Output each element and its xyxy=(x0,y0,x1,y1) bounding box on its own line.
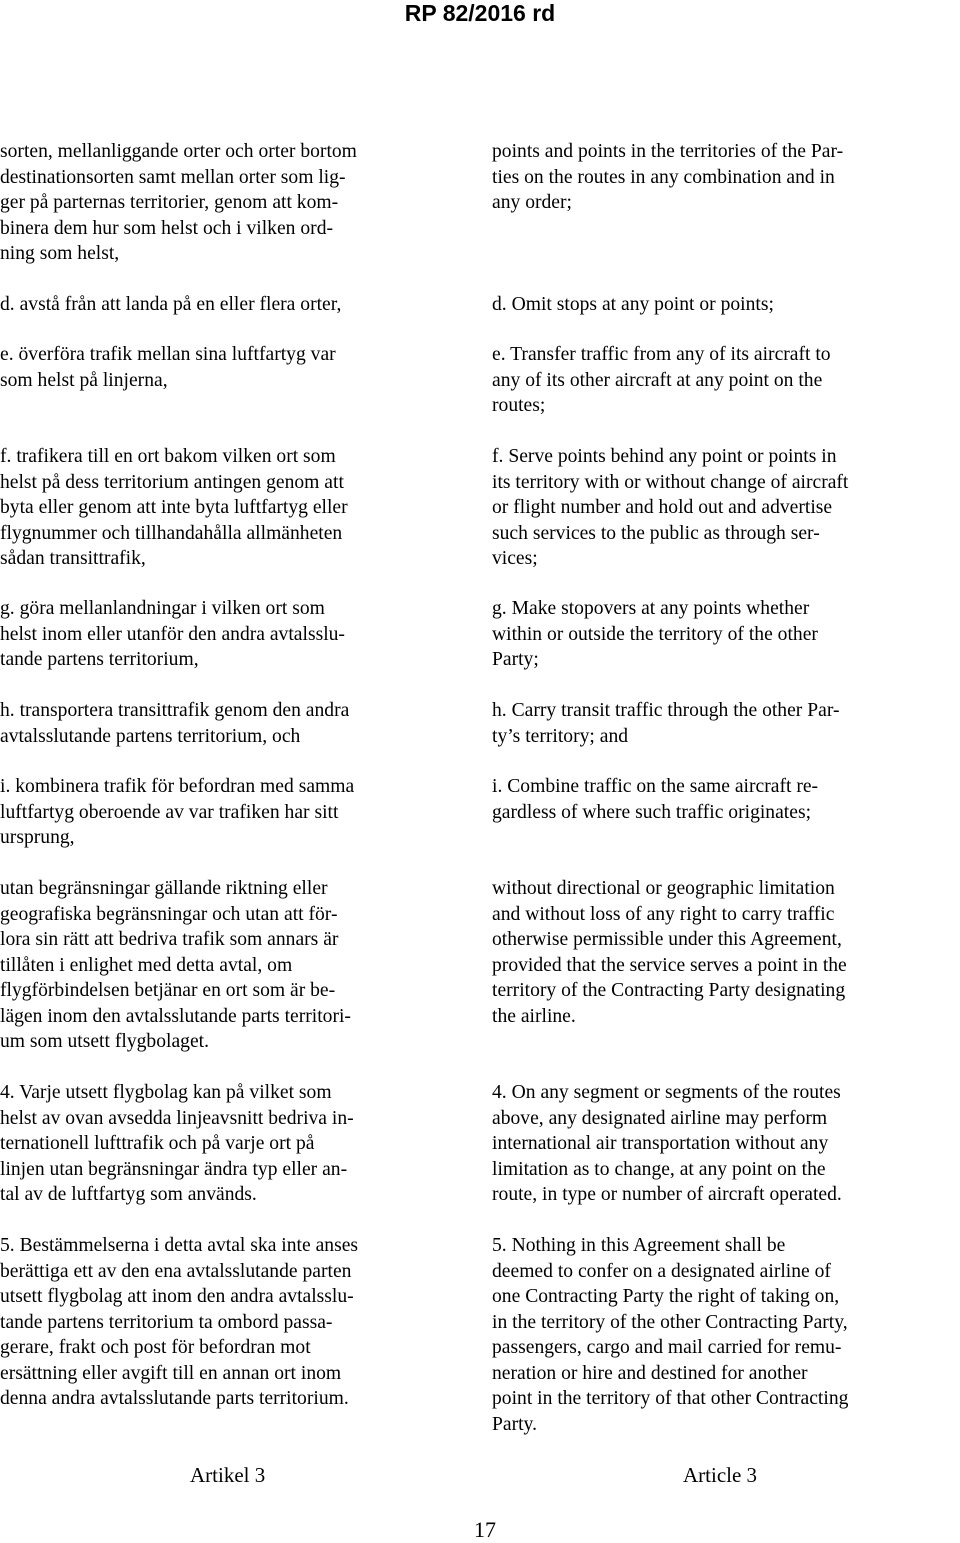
en-item-h: h. Carry transit traffic through the other Par- ty’s territory; and xyxy=(492,700,840,747)
sv-item-f: f. trafikera till en ort bakom vilken ort som helst på dess territorium antingen genom att byta eller genom att inte byta luftfartyg eller flygnummer och tillhandahålla allmänheten sådan transittrafik, xyxy=(0,446,348,569)
en-article-heading: Article 3 xyxy=(683,1463,758,1487)
en-paragraph-limitations: without directional or geographic limitation and without loss of any right to carry traffic otherwise permissible under this Agreement, provided that the service serves a point in the territory of the Contracting Party designating the airline. xyxy=(492,878,847,1027)
en-item-d: d. Omit stops at any point or points; xyxy=(492,294,774,315)
en-paragraph-continuation: points and points in the territories of the Par- ties on the routes in any combination and in any order; xyxy=(492,141,844,213)
sv-article-heading: Artikel 3 xyxy=(190,1463,266,1487)
sv-item-g: g. göra mellanlandningar i vilken ort som helst inom eller utanför den andra avtalsslu- tande partens territorium, xyxy=(0,598,345,670)
sv-paragraph-5: 5. Bestämmelserna i detta avtal ska inte anses berättiga ett av den ena avtalsslutande parten utsett flygbolag att inom den andra avtalsslu- tande partens territorium ta ombord passa- gerare, frakt och post för befordran mot ersättning eller avgift till en annan ort inom denna andra avtalsslutande parts territorium. xyxy=(0,1235,359,1409)
sv-paragraph-4: 4. Varje utsett flygbolag kan på vilket som helst av ovan avsedda linjeavsnitt bedriva in- ternationell lufttrafik och på varje ort på linjen utan begränsningar ändra typ eller an- tal av de luftfartyg som används. xyxy=(0,1082,354,1205)
sv-item-d: d. avstå från att landa på en eller flera orter, xyxy=(0,294,342,315)
sv-paragraph-continuation: sorten, mellanliggande orter och orter bortom destinationsorten samt mellan orter som lig- ger på parternas territorier, genom att kom- binera dem hur som helst och i vilken ord- ning som helst, xyxy=(0,141,357,264)
en-item-f: f. Serve points behind any point or points in its territory with or without change of aircraft or flight number and hold out and advertise such services to the public as through ser- vices; xyxy=(492,446,849,569)
sv-paragraph-limitations: utan begränsningar gällande riktning eller geografiska begränsningar och utan att för- lora sin rätt att bedriva trafik som annars är tillåten i enlighet med detta avtal, om flygförbindelsen betjänar en ort som är be- lägen inom den avtalsslutande parts territori- um som utsett flygbolaget. xyxy=(0,878,351,1052)
sv-item-e: e. överföra trafik mellan sina luftfartyg var som helst på linjerna, xyxy=(0,344,336,391)
en-paragraph-4: 4. On any segment or segments of the routes above, any designated airline may perform international air transportation without any limitation as to change, at any point on the route, in type or number of aircraft operated. xyxy=(492,1082,842,1205)
en-item-g: g. Make stopovers at any points whether within or outside the territory of the other Party; xyxy=(492,598,818,670)
page-number: 17 xyxy=(474,1517,496,1542)
en-paragraph-5: 5. Nothing in this Agreement shall be deemed to confer on a designated airline of one Contracting Party the right of taking on, in the territory of the other Contracting Party, passengers, cargo and mail carried for remu- neration or hire and destined for another point in the territory of that other Contracting Party. xyxy=(492,1235,849,1435)
sv-item-i: i. kombinera trafik för befordran med samma luftfartyg oberoende av var trafiken har sitt ursprung, xyxy=(0,776,355,848)
document-header: RP 82/2016 rd xyxy=(404,0,556,26)
sv-item-h: h. transportera transittrafik genom den andra avtalsslutande partens territorium, och xyxy=(0,700,350,747)
en-item-e: e. Transfer traffic from any of its aircraft to any of its other aircraft at any point on the routes; xyxy=(492,344,831,416)
en-item-i: i. Combine traffic on the same aircraft re- gardless of where such traffic originates; xyxy=(492,776,819,823)
